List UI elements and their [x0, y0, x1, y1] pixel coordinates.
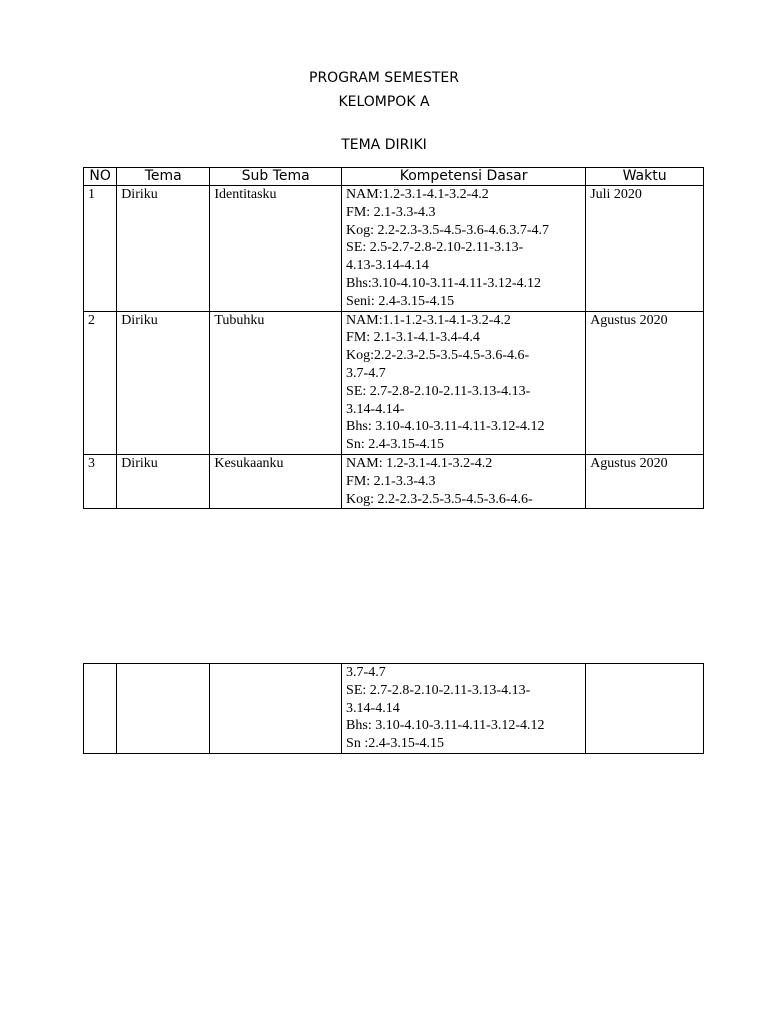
program-semester-table [83, 167, 704, 509]
theme-heading: TEMA DIRIKI [341, 137, 427, 153]
table-row [84, 454, 704, 508]
kompetensi-line: FM: 2.1-3.1-4.1-3.4-4.4 [346, 330, 480, 346]
cell-tema [117, 664, 210, 754]
document-subtitle: KELOMPOK A [338, 94, 430, 110]
header-waktu: Waktu [586, 168, 704, 186]
cell-no: 3 [84, 454, 117, 508]
header-tema: Tema [117, 168, 210, 186]
cell-waktu: Agustus 2020 [586, 311, 704, 454]
cell-no: 2 [84, 311, 117, 454]
kompetensi-line: Kog: 2.2-2.3-2.5-3.5-4.5-3.6-4.6- [346, 491, 533, 507]
cell-kompetensi-dasar [342, 186, 586, 312]
kompetensi-line: Bhs: 3.10-4.10-3.11-4.11-3.12-4.12 [346, 718, 545, 734]
cell-tema: Diriku [117, 454, 210, 508]
kompetensi-line: SE: 2.7-2.8-2.10-2.11-3.13-4.13- [346, 682, 531, 698]
cell-no [84, 664, 117, 754]
table-header-row [84, 168, 704, 186]
cell-kompetensi-dasar [342, 664, 586, 754]
kompetensi-line: Sn :2.4-3.15-4.15 [346, 736, 445, 752]
header-no: NO [84, 168, 117, 186]
kompetensi-line: Kog: 2.2-2.3-3.5-4.5-3.6-4.6.3.7-4.7 [346, 222, 550, 238]
document-title: PROGRAM SEMESTER [309, 70, 459, 86]
kompetensi-line: Bhs: 3.10-4.10-3.11-4.11-3.12-4.12 [346, 419, 545, 435]
kompetensi-line: Bhs:3.10-4.10-3.11-4.11-3.12-4.12 [346, 275, 541, 291]
kompetensi-line: Sn: 2.4-3.15-4.15 [346, 437, 445, 453]
header-sub-tema: Sub Tema [210, 168, 342, 186]
cell-sub-tema [210, 664, 342, 754]
cell-sub-tema: Kesukaanku [210, 454, 342, 508]
kompetensi-line: 3.7-4.7 [346, 665, 386, 680]
table-row [84, 186, 704, 312]
kompetensi-line: 3.7-4.7 [346, 365, 386, 381]
cell-waktu: Juli 2020 [586, 186, 704, 312]
kompetensi-line: SE: 2.5-2.7-2.8-2.10-2.11-3.13- [346, 240, 524, 256]
kompetensi-line: NAM:1.2-3.1-4.1-3.2-4.2 [346, 187, 489, 202]
table-row [84, 311, 704, 454]
kompetensi-line: NAM: 1.2-3.1-4.1-3.2-4.2 [346, 455, 493, 471]
cell-kompetensi-dasar [342, 311, 586, 454]
header-kompetensi-dasar: Kompetensi Dasar [342, 168, 586, 186]
cell-kompetensi-dasar [342, 454, 586, 508]
kompetensi-line: NAM:1.1-1.2-3.1-4.1-3.2-4.2 [346, 312, 511, 328]
kompetensi-line: FM: 2.1-3.3-4.3 [346, 204, 436, 220]
kompetensi-line: Seni: 2.4-3.15-4.15 [346, 293, 455, 309]
cell-waktu [586, 664, 704, 754]
cell-no: 1 [84, 186, 117, 312]
cell-sub-tema: Tubuhku [210, 311, 342, 454]
kompetensi-line: Kog:2.2-2.3-2.5-3.5-4.5-3.6-4.6- [346, 348, 530, 364]
kompetensi-line: FM: 2.1-3.3-4.3 [346, 473, 436, 489]
kompetensi-line: 3.14-4.14- [346, 401, 405, 417]
kompetensi-line: SE: 2.7-2.8-2.10-2.11-3.13-4.13- [346, 383, 531, 399]
cell-waktu: Agustus 2020 [586, 454, 704, 508]
kompetensi-line: 4.13-3.14-4.14 [346, 258, 429, 274]
kompetensi-line: 3.14-4.14 [346, 700, 400, 716]
cell-tema: Diriku [117, 186, 210, 312]
program-semester-table-continued [83, 663, 704, 754]
cell-sub-tema: Identitasku [210, 186, 342, 312]
cell-tema: Diriku [117, 311, 210, 454]
table-row [84, 664, 704, 754]
